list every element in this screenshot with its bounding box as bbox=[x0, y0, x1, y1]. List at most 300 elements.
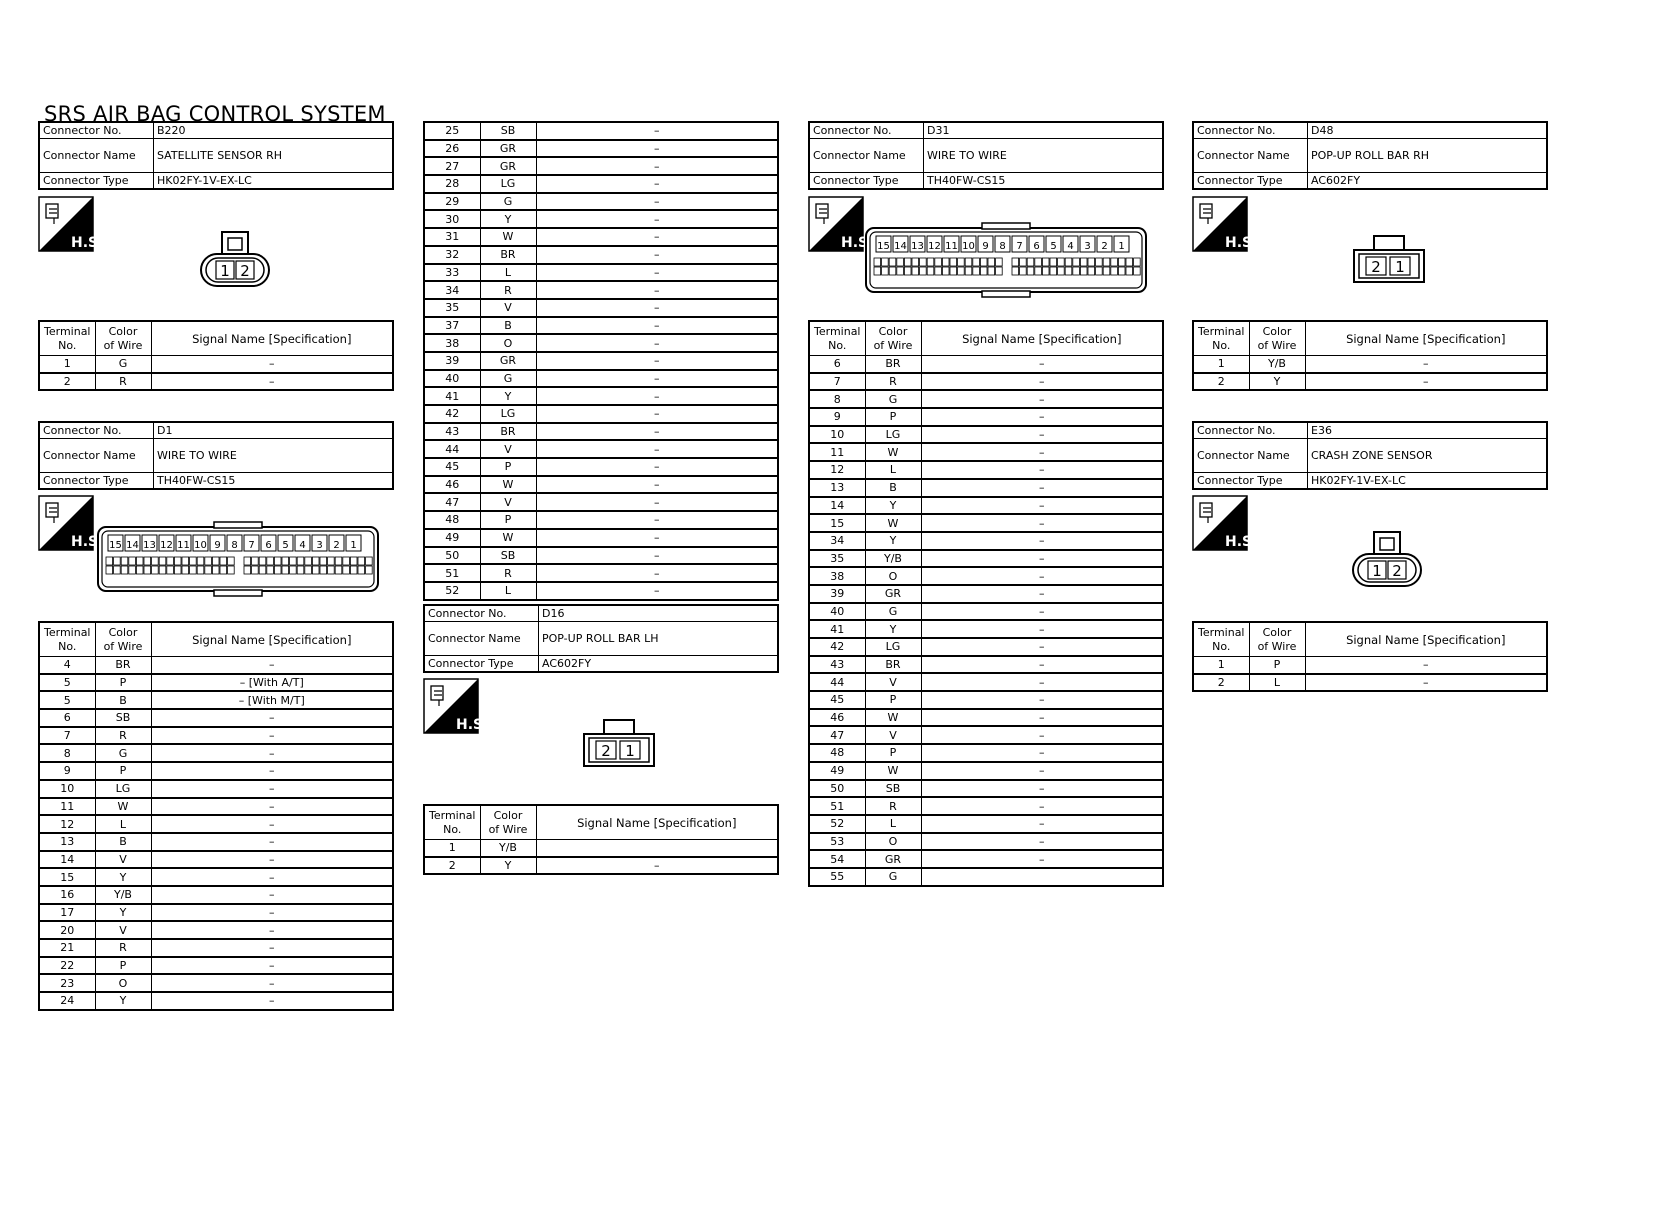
pin-cell bbox=[267, 566, 274, 574]
pin-label: 8 bbox=[999, 241, 1006, 252]
terminal-header: Terminal No. bbox=[424, 805, 480, 840]
table-row bbox=[809, 638, 1163, 656]
label-connector-no: Connector No. bbox=[1193, 122, 1308, 139]
signal-cell: – bbox=[536, 423, 778, 441]
terminal-cell: 9 bbox=[39, 762, 95, 780]
table-row bbox=[424, 122, 778, 140]
terminal-cell: 7 bbox=[809, 373, 865, 391]
signal-cell: – bbox=[536, 547, 778, 565]
wire-color-cell: O bbox=[865, 833, 921, 851]
pin-cell bbox=[1050, 267, 1057, 275]
pin-label: 12 bbox=[928, 241, 941, 252]
svg-text:H.S.: H.S. bbox=[456, 717, 489, 733]
terminal-cell: 46 bbox=[809, 709, 865, 727]
signal-cell: – bbox=[921, 726, 1163, 744]
pin-cell bbox=[1111, 258, 1118, 266]
wire-color-cell: V bbox=[95, 851, 151, 869]
terminal-cell: 50 bbox=[424, 547, 480, 565]
connector-no-value: E36 bbox=[1308, 422, 1548, 439]
table-row bbox=[39, 709, 393, 727]
pin-label: 4 bbox=[299, 540, 306, 551]
signal-cell: – bbox=[921, 815, 1163, 833]
signal-cell: – bbox=[921, 744, 1163, 762]
pin-cell bbox=[1058, 258, 1065, 266]
table-row bbox=[39, 744, 393, 762]
terminal-table-e36 bbox=[1192, 621, 1548, 692]
signal-cell: – bbox=[921, 356, 1163, 373]
pin-label: 2 bbox=[601, 742, 611, 760]
pin-cell bbox=[1126, 258, 1133, 266]
color-header: Color of Wire bbox=[95, 622, 151, 657]
signal-cell: – bbox=[151, 939, 393, 957]
wire-color-cell: Y/B bbox=[865, 550, 921, 568]
pin-cell bbox=[358, 566, 365, 574]
pin-cell bbox=[1088, 258, 1095, 266]
wire-color-cell: O bbox=[95, 974, 151, 992]
terminal-cell: 6 bbox=[809, 356, 865, 373]
pin-label: 7 bbox=[248, 540, 255, 551]
wire-color-cell: L bbox=[480, 264, 536, 282]
terminal-cell: 10 bbox=[809, 426, 865, 444]
table-row bbox=[424, 857, 778, 875]
wire-color-cell: P bbox=[480, 458, 536, 476]
signal-cell: – bbox=[921, 497, 1163, 515]
table-row bbox=[809, 373, 1163, 391]
pin-cell bbox=[159, 566, 166, 574]
terminal-cell: 1 bbox=[1193, 657, 1249, 674]
terminal-cell: 52 bbox=[424, 582, 480, 600]
label-connector-no: Connector No. bbox=[39, 422, 154, 439]
pin-cell bbox=[1027, 258, 1034, 266]
pin-cell bbox=[290, 566, 297, 574]
wire-color-cell: BR bbox=[95, 657, 151, 674]
terminal-cell: 1 bbox=[39, 356, 95, 373]
pin-cell bbox=[129, 566, 136, 574]
table-row bbox=[809, 408, 1163, 426]
pin-cell bbox=[197, 557, 204, 565]
table-row bbox=[424, 493, 778, 511]
connector-face-d1 bbox=[96, 521, 380, 601]
table-row bbox=[424, 157, 778, 175]
pin-cell bbox=[297, 566, 304, 574]
terminal-cell: 12 bbox=[809, 461, 865, 479]
wire-color-cell: Y/B bbox=[480, 840, 536, 857]
signal-cell: – bbox=[921, 408, 1163, 426]
signal-cell: – bbox=[536, 529, 778, 547]
table-row bbox=[809, 797, 1163, 815]
pin-cell bbox=[366, 557, 373, 565]
wire-color-cell: R bbox=[95, 373, 151, 391]
terminal-cell: 21 bbox=[39, 939, 95, 957]
terminal-cell: 4 bbox=[39, 657, 95, 674]
pin-cell bbox=[996, 267, 1003, 275]
signal-header: Signal Name [Specification] bbox=[921, 321, 1163, 356]
table-row bbox=[809, 532, 1163, 550]
pin-cell bbox=[182, 566, 189, 574]
table-row bbox=[424, 334, 778, 352]
label-connector-no: Connector No. bbox=[1193, 422, 1308, 439]
pin-cell bbox=[1080, 267, 1087, 275]
pin-cell bbox=[259, 557, 266, 565]
table-row bbox=[39, 992, 393, 1010]
terminal-cell: 41 bbox=[424, 387, 480, 405]
connector-type-value: HK02FY-1V-EX-LC bbox=[1308, 473, 1548, 490]
harness-side-icon bbox=[1192, 196, 1258, 252]
terminal-cell: 49 bbox=[424, 529, 480, 547]
terminal-cell: 13 bbox=[39, 833, 95, 851]
signal-cell: – bbox=[536, 476, 778, 494]
table-row bbox=[424, 175, 778, 193]
wire-color-cell: LG bbox=[480, 405, 536, 423]
terminal-cell: 12 bbox=[39, 815, 95, 833]
pin-cell bbox=[174, 557, 181, 565]
pin-cell bbox=[1118, 258, 1125, 266]
pin-cell bbox=[274, 557, 281, 565]
terminal-cell: 34 bbox=[424, 281, 480, 299]
wire-color-cell: R bbox=[865, 373, 921, 391]
signal-cell: – bbox=[151, 709, 393, 727]
pin-cell bbox=[920, 258, 927, 266]
connector-face-d16 bbox=[582, 718, 656, 772]
wire-color-cell: G bbox=[480, 370, 536, 388]
terminal-cell: 15 bbox=[809, 514, 865, 532]
terminal-cell: 42 bbox=[809, 638, 865, 656]
terminal-cell: 54 bbox=[809, 850, 865, 868]
table-row bbox=[39, 851, 393, 869]
signal-cell: – bbox=[921, 461, 1163, 479]
label-connector-name: Connector Name bbox=[1193, 139, 1308, 173]
color-header: Color of Wire bbox=[1249, 622, 1305, 657]
terminal-cell: 8 bbox=[809, 390, 865, 408]
pin-label: 2 bbox=[1101, 241, 1108, 252]
wire-color-cell: BR bbox=[480, 423, 536, 441]
table-row bbox=[39, 833, 393, 851]
pin-cell bbox=[312, 557, 319, 565]
pin-label: 4 bbox=[1067, 241, 1074, 252]
label-connector-name: Connector Name bbox=[39, 439, 154, 473]
table-row bbox=[809, 550, 1163, 568]
wire-color-cell: O bbox=[480, 334, 536, 352]
pin-cell bbox=[205, 566, 212, 574]
wire-color-cell: Y bbox=[865, 620, 921, 638]
pin-cell bbox=[1020, 258, 1027, 266]
terminal-cell: 42 bbox=[424, 405, 480, 423]
wire-color-cell: R bbox=[95, 939, 151, 957]
pin-label: 6 bbox=[265, 540, 272, 551]
pin-cell bbox=[1096, 267, 1103, 275]
signal-cell: – bbox=[536, 210, 778, 228]
signal-cell: – bbox=[151, 373, 393, 391]
terminal-cell: 2 bbox=[1193, 674, 1249, 692]
table-row bbox=[424, 476, 778, 494]
signal-cell: – bbox=[536, 193, 778, 211]
table-row bbox=[809, 815, 1163, 833]
wire-color-cell: W bbox=[480, 476, 536, 494]
harness-side-icon bbox=[808, 196, 874, 252]
pin-cell bbox=[912, 267, 919, 275]
table-row bbox=[424, 564, 778, 582]
pin-cell bbox=[1042, 258, 1049, 266]
signal-cell: – bbox=[921, 709, 1163, 727]
signal-cell: – bbox=[921, 797, 1163, 815]
terminal-cell: 41 bbox=[809, 620, 865, 638]
pin-cell bbox=[965, 267, 972, 275]
pin-cell bbox=[174, 566, 181, 574]
signal-cell: – bbox=[151, 957, 393, 975]
signal-cell: – bbox=[151, 744, 393, 762]
pin-cell bbox=[973, 267, 980, 275]
pin-cell bbox=[973, 258, 980, 266]
table-row bbox=[424, 370, 778, 388]
pin-cell bbox=[121, 566, 128, 574]
harness-side-icon bbox=[423, 678, 489, 734]
wire-color-cell: SB bbox=[95, 709, 151, 727]
signal-cell: – bbox=[921, 514, 1163, 532]
wire-color-cell: P bbox=[480, 511, 536, 529]
terminal-header: Terminal No. bbox=[1193, 321, 1249, 356]
label-connector-name: Connector Name bbox=[1193, 439, 1308, 473]
pin-cell bbox=[259, 566, 266, 574]
signal-cell: – bbox=[921, 567, 1163, 585]
terminal-cell: 28 bbox=[424, 175, 480, 193]
signal-cell: – bbox=[921, 850, 1163, 868]
pin-cell bbox=[212, 557, 219, 565]
signal-cell: – bbox=[536, 228, 778, 246]
terminal-cell: 35 bbox=[424, 299, 480, 317]
terminal-cell: 38 bbox=[424, 334, 480, 352]
terminal-table-d16 bbox=[423, 804, 779, 875]
table-row bbox=[809, 479, 1163, 497]
signal-cell: – bbox=[536, 440, 778, 458]
wire-color-cell: LG bbox=[480, 175, 536, 193]
pin-cell bbox=[290, 557, 297, 565]
pin-cell bbox=[1118, 267, 1125, 275]
signal-cell: – bbox=[536, 352, 778, 370]
pin-cell bbox=[228, 557, 235, 565]
pin-cell bbox=[220, 557, 227, 565]
signal-cell: – bbox=[536, 582, 778, 600]
pin-cell bbox=[335, 557, 342, 565]
pin-label: 2 bbox=[1371, 258, 1381, 276]
pin-cell bbox=[1126, 267, 1133, 275]
pin-cell bbox=[897, 267, 904, 275]
pin-cell bbox=[1035, 267, 1042, 275]
pin-cell bbox=[882, 258, 889, 266]
pin-label: 5 bbox=[282, 540, 289, 551]
signal-cell: – bbox=[536, 175, 778, 193]
signal-cell: – [With M/T] bbox=[151, 691, 393, 709]
signal-cell: – bbox=[921, 550, 1163, 568]
pin-label: 14 bbox=[894, 241, 907, 252]
signal-cell: – bbox=[921, 780, 1163, 798]
connector-type-value: HK02FY-1V-EX-LC bbox=[154, 173, 394, 190]
pin-cell bbox=[950, 258, 957, 266]
connector-no-value: D16 bbox=[539, 605, 779, 622]
pin-cell bbox=[244, 566, 251, 574]
pin-cell bbox=[190, 557, 197, 565]
terminal-cell: 48 bbox=[809, 744, 865, 762]
table-row bbox=[809, 656, 1163, 674]
wire-color-cell: P bbox=[95, 674, 151, 692]
wire-color-cell: GR bbox=[480, 140, 536, 158]
wire-color-cell: G bbox=[95, 356, 151, 373]
terminal-cell: 25 bbox=[424, 122, 480, 140]
wire-color-cell: SB bbox=[865, 780, 921, 798]
pin-label: 11 bbox=[945, 241, 958, 252]
signal-cell: – bbox=[536, 281, 778, 299]
table-row bbox=[809, 603, 1163, 621]
pin-label: 1 bbox=[1118, 241, 1125, 252]
wire-color-cell: G bbox=[865, 868, 921, 886]
signal-cell: – bbox=[1305, 373, 1547, 391]
table-row bbox=[809, 426, 1163, 444]
signal-cell: – bbox=[151, 868, 393, 886]
pin-cell bbox=[904, 258, 911, 266]
wire-color-cell: G bbox=[95, 744, 151, 762]
wire-color-cell: R bbox=[480, 564, 536, 582]
table-row bbox=[424, 210, 778, 228]
color-header: Color of Wire bbox=[1249, 321, 1305, 356]
pin-cell bbox=[889, 258, 896, 266]
svg-text:H.S.: H.S. bbox=[71, 534, 104, 550]
connector-name-value: SATELLITE SENSOR RH bbox=[154, 139, 394, 173]
connector-info-d16 bbox=[423, 604, 779, 673]
wire-color-cell: V bbox=[865, 673, 921, 691]
wire-color-cell: Y bbox=[480, 210, 536, 228]
signal-cell: – bbox=[151, 886, 393, 904]
wire-color-cell: P bbox=[865, 744, 921, 762]
pin-cell bbox=[927, 267, 934, 275]
pin-cell bbox=[129, 557, 136, 565]
wire-color-cell: P bbox=[865, 408, 921, 426]
label-connector-name: Connector Name bbox=[809, 139, 924, 173]
table-row bbox=[424, 352, 778, 370]
pin-label: 1 bbox=[220, 262, 230, 280]
wire-color-cell: Y bbox=[95, 904, 151, 922]
pin-label: 13 bbox=[143, 540, 156, 551]
connector-name-value: POP-UP ROLL BAR RH bbox=[1308, 139, 1548, 173]
pin-label: 9 bbox=[982, 241, 989, 252]
pin-cell bbox=[927, 258, 934, 266]
svg-text:H.S.: H.S. bbox=[841, 235, 874, 251]
terminal-cell: 1 bbox=[424, 840, 480, 857]
pin-cell bbox=[942, 267, 949, 275]
pin-cell bbox=[1134, 258, 1141, 266]
table-row bbox=[809, 514, 1163, 532]
signal-cell: – bbox=[536, 387, 778, 405]
signal-cell: – bbox=[151, 992, 393, 1010]
pin-cell bbox=[136, 557, 143, 565]
connector-no-value: D31 bbox=[924, 122, 1164, 139]
connector-name-value: POP-UP ROLL BAR LH bbox=[539, 622, 779, 656]
pin-cell bbox=[958, 258, 965, 266]
pin-cell bbox=[297, 557, 304, 565]
label-connector-type: Connector Type bbox=[424, 656, 539, 673]
label-connector-type: Connector Type bbox=[1193, 173, 1308, 190]
terminal-cell: 39 bbox=[424, 352, 480, 370]
table-row bbox=[809, 390, 1163, 408]
wire-color-cell: Y/B bbox=[1249, 356, 1305, 373]
connector-no-value: D48 bbox=[1308, 122, 1548, 139]
wire-color-cell: O bbox=[865, 567, 921, 585]
connector-name-value: WIRE TO WIRE bbox=[924, 139, 1164, 173]
wire-color-cell: Y bbox=[480, 857, 536, 875]
terminal-table-d1-continued bbox=[423, 121, 779, 601]
pin-cell bbox=[1103, 258, 1110, 266]
pin-cell bbox=[144, 566, 151, 574]
signal-header: Signal Name [Specification] bbox=[151, 321, 393, 356]
signal-cell bbox=[921, 868, 1163, 886]
wire-color-cell: V bbox=[480, 299, 536, 317]
table-row bbox=[39, 373, 393, 391]
label-connector-type: Connector Type bbox=[809, 173, 924, 190]
pin-cell bbox=[282, 557, 289, 565]
terminal-cell: 32 bbox=[424, 246, 480, 264]
table-row bbox=[809, 762, 1163, 780]
table-row bbox=[424, 511, 778, 529]
terminal-cell: 47 bbox=[424, 493, 480, 511]
table-row bbox=[809, 709, 1163, 727]
signal-cell: – bbox=[151, 657, 393, 674]
pin-cell bbox=[1020, 267, 1027, 275]
terminal-cell: 51 bbox=[809, 797, 865, 815]
wire-color-cell: W bbox=[480, 228, 536, 246]
pin-cell bbox=[136, 566, 143, 574]
wire-color-cell: B bbox=[480, 317, 536, 335]
terminal-cell: 49 bbox=[809, 762, 865, 780]
table-row bbox=[39, 957, 393, 975]
pin-cell bbox=[152, 557, 159, 565]
wire-color-cell: P bbox=[865, 691, 921, 709]
wire-color-cell: LG bbox=[865, 638, 921, 656]
signal-cell: – bbox=[151, 833, 393, 851]
terminal-cell: 43 bbox=[424, 423, 480, 441]
terminal-cell: 26 bbox=[424, 140, 480, 158]
table-row bbox=[424, 281, 778, 299]
pin-label: 3 bbox=[316, 540, 323, 551]
label-connector-no: Connector No. bbox=[39, 122, 154, 139]
connector-info-d1 bbox=[38, 421, 394, 490]
signal-cell: – bbox=[151, 851, 393, 869]
wire-color-cell: LG bbox=[95, 780, 151, 798]
pin-cell bbox=[244, 557, 251, 565]
signal-cell: – bbox=[536, 405, 778, 423]
pin-cell bbox=[252, 566, 259, 574]
connector-face-d31 bbox=[864, 222, 1148, 302]
connector-face-d48 bbox=[1352, 234, 1426, 288]
wire-color-cell: R bbox=[480, 281, 536, 299]
label-connector-type: Connector Type bbox=[39, 173, 154, 190]
pin-cell bbox=[114, 566, 121, 574]
signal-cell: – bbox=[921, 443, 1163, 461]
pin-cell bbox=[942, 258, 949, 266]
terminal-cell: 5 bbox=[39, 691, 95, 709]
pin-label: 6 bbox=[1033, 241, 1040, 252]
table-row bbox=[809, 673, 1163, 691]
table-row bbox=[424, 140, 778, 158]
pin-cell bbox=[1096, 258, 1103, 266]
pin-label: 1 bbox=[1372, 562, 1382, 580]
table-row bbox=[39, 939, 393, 957]
terminal-cell: 9 bbox=[809, 408, 865, 426]
pin-cell bbox=[144, 557, 151, 565]
pin-label: 11 bbox=[177, 540, 190, 551]
terminal-cell: 10 bbox=[39, 780, 95, 798]
terminal-cell: 35 bbox=[809, 550, 865, 568]
table-row bbox=[809, 833, 1163, 851]
table-row bbox=[424, 246, 778, 264]
pin-cell bbox=[950, 267, 957, 275]
